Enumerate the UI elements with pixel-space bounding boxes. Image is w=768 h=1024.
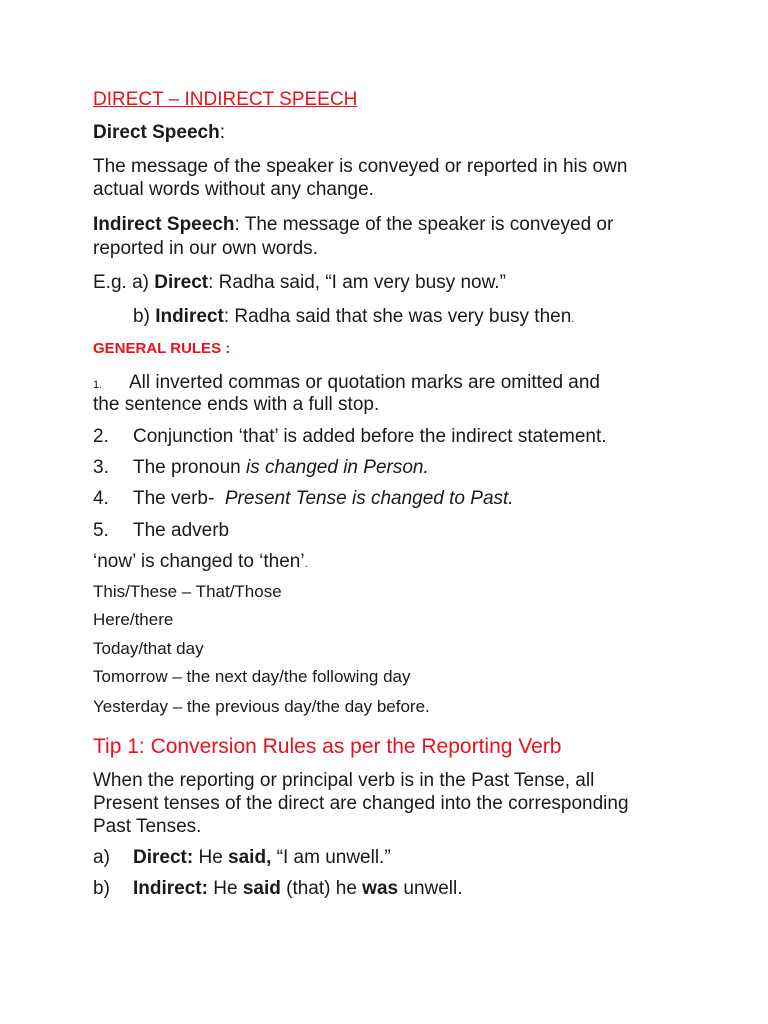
tip1-a-label: Direct: <box>133 847 194 868</box>
tip1-a-said: said, <box>228 847 272 868</box>
direct-def-line1: The message of the speaker is conveyed or reported in his own <box>93 156 628 177</box>
tip1-b-said: said <box>242 878 281 899</box>
tip1-example-b <box>93 877 463 900</box>
rule-3 <box>93 456 429 479</box>
rule-2 <box>93 425 607 448</box>
tip1-a-text1: He <box>193 847 229 868</box>
tip1-a-number: a) <box>93 847 110 868</box>
indirect-def-text: : The message of the speaker is conveyed or <box>234 214 614 235</box>
rule-2-text: Conjunction ‘that’ is added before the indirect statement. <box>133 426 607 447</box>
example-b <box>133 305 574 331</box>
tip1-para-line2: Present tenses of the direct are changed into the corresponding <box>93 793 629 814</box>
indirect-def-line2: reported in our own words. <box>93 238 318 259</box>
rule-4-text: The verb- <box>133 488 225 509</box>
rule-1-line2: the sentence ends with a full stop. <box>93 394 380 415</box>
tip1-b-text1: He <box>207 878 243 899</box>
now-then-line <box>93 550 308 576</box>
example-b-prefix: b) <box>133 306 156 327</box>
tip1-title: Tip 1: Conversion Rules as per the Reporting Verb <box>93 735 562 758</box>
example-a-label: Direct <box>154 272 209 293</box>
rule-3-italic: is changed in Person. <box>246 457 429 478</box>
rule-5-number: 5. <box>93 520 109 541</box>
indirect-def-line1 <box>93 213 613 236</box>
tip1-b-text2: (that) he <box>280 878 363 899</box>
direct-speech-colon: : <box>219 122 226 143</box>
example-b-text: : Radha said that she was very busy then <box>223 306 572 327</box>
rule-1-number: 1. <box>93 379 103 391</box>
rule-4 <box>93 487 514 510</box>
example-a-text: : Radha said, “I am very busy now.” <box>208 272 506 293</box>
direct-speech-heading <box>93 121 225 144</box>
rule-5-text: The adverb <box>133 520 230 541</box>
tip1-para-line1: When the reporting or principal verb is in the Past Tense, all <box>93 770 595 791</box>
tip1-b-text3: unwell. <box>398 878 463 899</box>
adverb-pair: Tomorrow – the next day/the following day <box>93 667 411 686</box>
direct-speech-label: Direct Speech <box>93 122 220 143</box>
example-a <box>93 271 506 294</box>
rule-4-italic: Present Tense is changed to Past. <box>224 488 514 509</box>
document-heading: DIRECT – INDIRECT SPEECH <box>93 89 358 110</box>
example-b-label: Indirect <box>155 306 224 327</box>
now-then-end: . <box>304 558 308 570</box>
adverb-pair: Today/that day <box>93 639 204 658</box>
rule-2-number: 2. <box>93 426 109 447</box>
tip1-a-text2: “I am unwell.” <box>271 847 391 868</box>
rule-3-number: 3. <box>93 457 109 478</box>
tip1-b-was: was <box>362 878 399 899</box>
tip1-b-number: b) <box>93 878 110 899</box>
tip1-b-label: Indirect: <box>133 878 208 899</box>
general-rules-title: GENERAL RULES : <box>93 340 231 357</box>
tip1-example-a <box>93 846 391 869</box>
rule-1-text: All inverted commas or quotation marks are omitted and <box>129 372 600 393</box>
indirect-speech-label: Indirect Speech <box>93 214 235 235</box>
adverb-pair: This/These – That/Those <box>93 582 282 601</box>
rule-5 <box>93 519 229 542</box>
adverb-pair: Here/there <box>93 610 174 629</box>
direct-def-line2: actual words without any change. <box>93 179 374 200</box>
rule-4-number: 4. <box>93 488 109 509</box>
now-then-text: ‘now’ is changed to ‘then’ <box>93 551 305 572</box>
rule-3-text: The pronoun <box>133 457 247 478</box>
example-b-end: . <box>571 313 575 325</box>
tip1-para-line3: Past Tenses. <box>93 816 202 837</box>
adverb-pair: Yesterday – the previous day/the day before. <box>93 697 430 716</box>
example-a-prefix: E.g. a) <box>93 272 155 293</box>
